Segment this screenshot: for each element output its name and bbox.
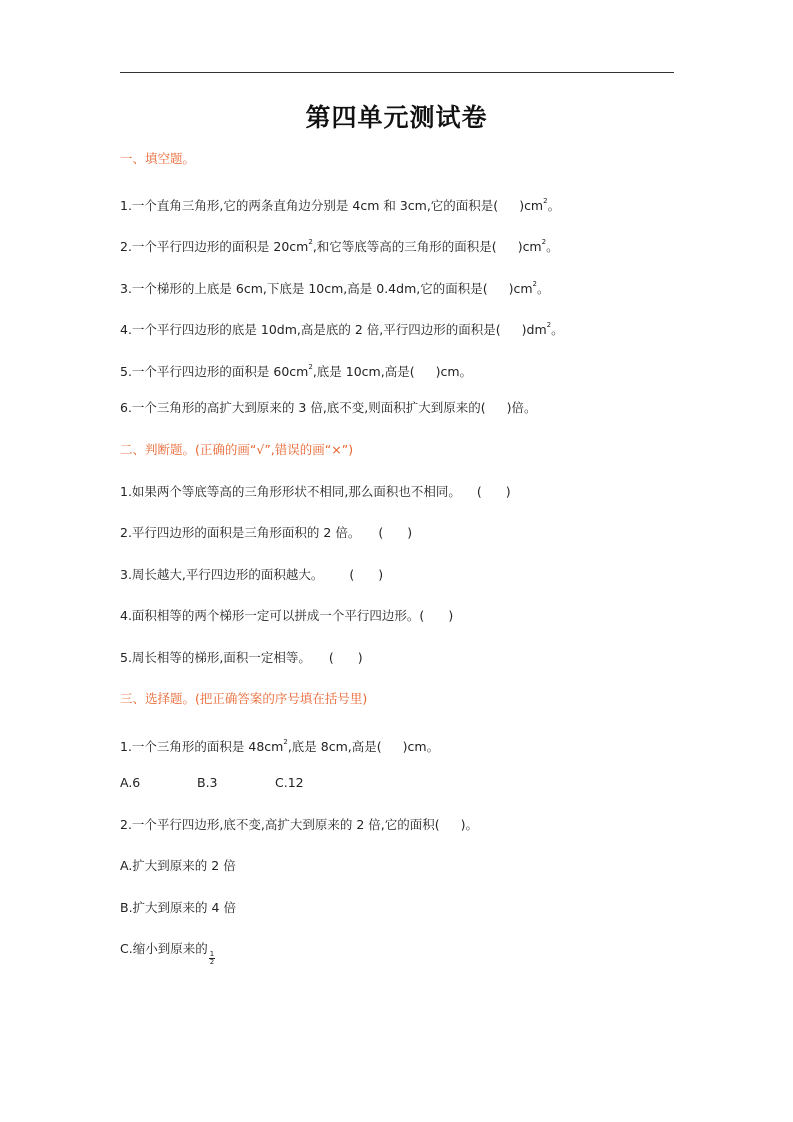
section2-question-4: 4.面积相等的两个梯形一定可以拼成一个平行四边形。( )	[120, 608, 454, 623]
option-a: A.6	[120, 775, 141, 790]
option-b: B.3	[197, 775, 218, 790]
section3-question-1: 1.一个三角形的面积是 $48cm^2$,底是 8cm,高是( )cm。	[120, 738, 440, 754]
section1-question-6: 6.一个三角形的高扩大到原来的 3 倍,底不变,则面积扩大到原来的( )倍。	[120, 400, 537, 415]
section1-question-2: 2.一个平行四边形的面积是 $20cm^2$,和它等底等高的三角形的面积是( )$cm^2$。	[120, 238, 559, 254]
section3-question-2-option-c: C.缩小到原来的 $\frac{1}{2}$	[120, 941, 215, 966]
section2-question-1: 1.如果两个等底等高的三角形形状不相同,那么面积也不相同。 ( )	[120, 484, 511, 499]
section1-question-1: 1.一个直角三角形,它的两条直角边分别是 4cm 和 3cm,它的面积是( )$cm^2$。	[120, 197, 561, 213]
section1-question-4: 4.一个平行四边形的底是 10dm,高是底的 2 倍,平行四边形的面积是( )$dm^2$。	[120, 321, 564, 337]
section2-question-2: 2.平行四边形的面积是三角形面积的 2 倍。 ( )	[120, 525, 413, 540]
section1-heading: 一、填空题。	[120, 151, 196, 166]
section3-question-2-option-b: B.扩大到原来的 4 倍	[120, 900, 236, 915]
section3-heading: 三、选择题。(把正确答案的序号填在括号里)	[120, 691, 368, 706]
section1-question-3: 3.一个梯形的上底是 6cm,下底是 10cm,高是 0.4dm,它的面积是( )$cm^2$。	[120, 280, 550, 296]
page-title: 第四单元测试卷	[305, 103, 488, 132]
section3-question-1-options	[120, 774, 304, 792]
section3-question-2-option-a: A.扩大到原来的 2 倍	[120, 858, 236, 873]
fraction-one-half: $\frac{1}{2}$	[209, 950, 215, 966]
section2-heading: 二、判断题。(正确的画“√”,错误的画“×”)	[120, 442, 354, 457]
option-c: C.12	[275, 775, 304, 790]
section2-question-5: 5.周长相等的梯形,面积一定相等。 ( )	[120, 650, 363, 665]
section1-question-5: 5.一个平行四边形的面积是 $60cm^2$,底是 10cm,高是( )cm。	[120, 363, 473, 379]
section3-question-2: 2.一个平行四边形,底不变,高扩大到原来的 2 倍,它的面积( )。	[120, 817, 479, 832]
section2-question-3: 3.周长越大,平行四边形的面积越大。 ( )	[120, 567, 384, 582]
header-rule	[120, 72, 674, 73]
